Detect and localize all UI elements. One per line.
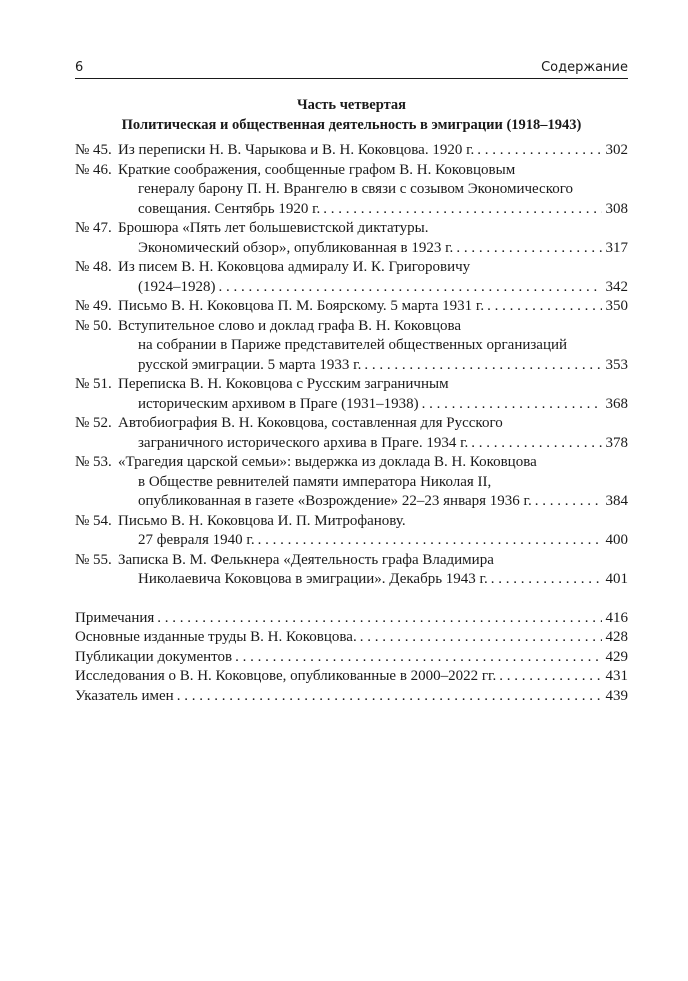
entry-page-number: 378	[605, 434, 628, 451]
section-title: Содержание	[541, 60, 628, 75]
entry-text: Вступительное слово и доклад графа В. Н. Коковцова	[118, 317, 462, 334]
dot-leader	[157, 610, 601, 627]
page-number: 6	[75, 60, 84, 75]
entry-page-number: 400	[605, 532, 628, 548]
entry-text: (1924–1928)	[138, 278, 216, 295]
entry-text: «Трагедия царской семьи»: выдержка из доклада В. Н. Коковцова	[118, 454, 537, 470]
appendix-page-number: 429	[605, 648, 628, 665]
document-number: № 46.	[75, 161, 112, 178]
entry-text: Письмо В. Н. Коковцова П. М. Боярскому. 5 марта 1931 г.	[118, 298, 485, 314]
toc-entry-line	[75, 317, 628, 337]
toc-entries	[75, 141, 628, 590]
dot-leader	[477, 141, 601, 161]
section-gap	[75, 590, 628, 610]
entry-text: совещания. Сентябрь 1920 г.	[138, 200, 321, 217]
toc-entry	[75, 551, 628, 590]
entry-text: Краткие соображения, сообщенные графом В. Н. Коковцовым	[118, 161, 516, 178]
appendix-title: Основные изданные труды В. Н. Коковцова.	[75, 629, 357, 645]
toc-entry	[75, 512, 628, 551]
entry-text: генералу барону П. Н. Врангелю в связи с созывом Экономического	[138, 181, 574, 197]
toc-entry	[75, 375, 628, 414]
document-number: № 47.	[75, 220, 112, 236]
appendix-page-number: 439	[605, 687, 628, 704]
entry-text: опубликованная в газете «Возрождение» 22–23 января 1936 г.	[138, 493, 532, 509]
entry-text: на собрании в Париже представителей общественных организаций	[138, 337, 568, 353]
dot-leader	[499, 668, 601, 685]
appendix-page-number: 416	[605, 609, 628, 626]
entry-page-number: 401	[605, 571, 628, 587]
toc-entry	[75, 453, 628, 512]
entry-text: Из переписки Н. В. Чарыкова и В. Н. Коковцова. 1920 г.	[118, 142, 475, 158]
dot-leader	[535, 492, 602, 512]
document-number: № 55.	[75, 551, 112, 568]
toc-entry-line	[75, 375, 628, 395]
document-number: № 50.	[75, 317, 112, 334]
entry-page-number: 308	[605, 200, 628, 217]
running-header	[75, 58, 628, 79]
entry-text: Из писем В. Н. Коковцова адмиралу И. К. Григоровичу	[118, 259, 471, 275]
entry-text: в Обществе ревнителей памяти императора Николая II,	[138, 473, 492, 490]
toc-entry	[75, 414, 628, 453]
dot-leader	[364, 356, 601, 376]
toc-entry-line	[75, 219, 628, 239]
entry-page-number: 368	[605, 395, 628, 412]
entry-text: Экономический обзор», опубликованная в 1923 г.	[138, 239, 454, 256]
dot-leader	[177, 688, 602, 705]
appendix-page-number: 428	[605, 629, 628, 645]
dot-leader	[219, 278, 602, 298]
entry-text: заграничного исторического архива в Праге. 1934 г.	[138, 434, 469, 451]
entry-text: Письмо В. Н. Коковцова И. П. Митрофанову.	[118, 512, 406, 529]
toc-entry	[75, 317, 628, 376]
entry-text: Николаевича Коковцова в эмиграции». Декабрь 1943 г.	[138, 571, 488, 587]
document-number: № 48.	[75, 259, 112, 275]
entry-page-number: 317	[605, 239, 628, 256]
toc-entry-line	[75, 356, 628, 376]
dot-leader	[491, 570, 602, 590]
dot-leader	[258, 531, 602, 551]
entry-text: русской эмиграции. 5 марта 1933 г.	[138, 356, 362, 373]
appendix-title: Указатель имен	[75, 687, 174, 704]
entry-page-number: 302	[605, 142, 628, 158]
entry-page-number: 342	[605, 278, 628, 295]
toc-entry-line	[75, 258, 628, 278]
toc-entry-line	[75, 531, 628, 551]
dot-leader	[456, 239, 601, 259]
document-number: № 53.	[75, 454, 112, 470]
table-of-contents	[75, 141, 628, 707]
toc-appendix	[75, 610, 628, 708]
dot-leader	[422, 395, 602, 415]
part-subtitle: Политическая и общественная деятельность в эмиграции (1918–1943)	[121, 117, 582, 133]
toc-entry	[75, 141, 628, 161]
document-number: № 45.	[75, 142, 112, 158]
entry-text: 27 февраля 1940 г.	[138, 532, 255, 548]
toc-entry-line	[75, 453, 628, 473]
toc-entry-line	[75, 473, 628, 493]
appendix-title: Исследования о В. Н. Коковцове, опубликованные в 2000–2022 гг.	[75, 668, 497, 684]
toc-entry-line	[75, 492, 628, 512]
toc-entry	[75, 161, 628, 220]
toc-entry	[75, 297, 628, 317]
appendix-title: Публикации документов	[75, 648, 233, 665]
document-number: № 52.	[75, 415, 112, 431]
dot-leader	[487, 297, 601, 317]
entry-text: Брошюра «Пять лет большевистской диктатуры.	[118, 220, 429, 236]
toc-appendix-item	[75, 668, 628, 688]
toc-entry-line	[75, 512, 628, 532]
part-title: Часть четвертая	[296, 97, 406, 113]
entry-text: Записка В. М. Фелькнера «Деятельность графа Владимира	[118, 551, 494, 568]
entry-page-number: 384	[605, 493, 628, 509]
toc-entry	[75, 258, 628, 297]
appendix-page-number: 431	[605, 668, 628, 684]
toc-entry-line	[75, 141, 628, 161]
toc-entry-line	[75, 336, 628, 356]
toc-entry-line	[75, 180, 628, 200]
toc-entry-line	[75, 239, 628, 259]
document-number: № 49.	[75, 298, 112, 314]
toc-entry-line	[75, 278, 628, 298]
toc-entry-line	[75, 551, 628, 571]
toc-entry-line	[75, 570, 628, 590]
toc-entry-line	[75, 395, 628, 415]
toc-entry-line	[75, 434, 628, 454]
toc-appendix-item	[75, 610, 628, 630]
toc-appendix-item	[75, 629, 628, 649]
toc-entry-line	[75, 161, 628, 181]
toc-appendix-item	[75, 649, 628, 669]
toc-appendix-item	[75, 688, 628, 708]
dot-leader	[471, 434, 601, 454]
entry-page-number: 353	[605, 356, 628, 373]
document-number: № 51.	[75, 376, 112, 392]
toc-entry	[75, 219, 628, 258]
dot-leader	[360, 629, 602, 646]
dot-leader	[323, 200, 601, 220]
toc-entry-line	[75, 200, 628, 220]
document-number: № 54.	[75, 512, 112, 529]
entry-page-number: 350	[605, 298, 628, 314]
toc-entry-line	[75, 297, 628, 317]
entry-text: историческим архивом в Праге (1931–1938)	[138, 395, 419, 412]
toc-entry-line	[75, 414, 628, 434]
appendix-title: Примечания	[75, 609, 155, 626]
dot-leader	[235, 649, 601, 666]
entry-text: Переписка В. Н. Коковцова с Русским заграничным	[118, 376, 449, 392]
entry-text: Автобиография В. Н. Коковцова, составленная для Русского	[118, 415, 503, 431]
